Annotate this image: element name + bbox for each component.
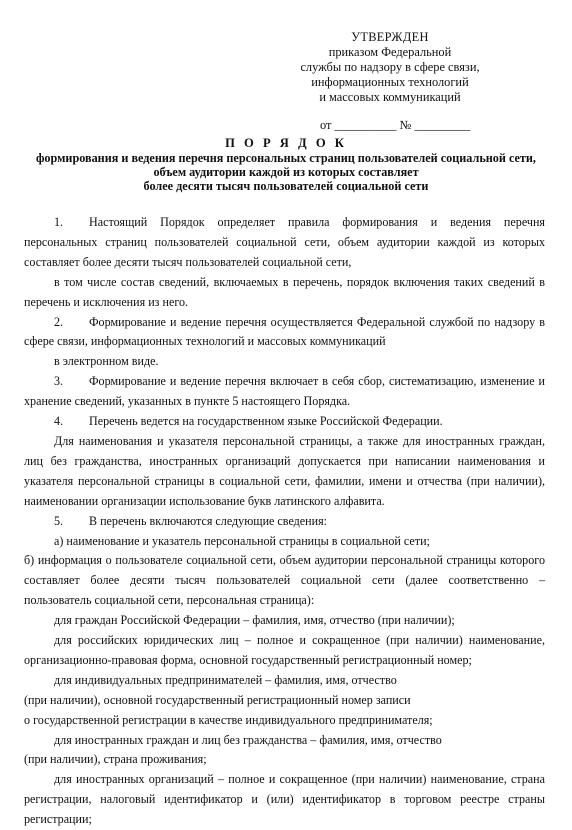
title-heading: П О Р Я Д О К <box>225 136 347 150</box>
subitem-entrepreneurs-line: для индивидуальных предпринимателей – фамилия, имя, отчество <box>54 672 397 687</box>
document-body <box>24 213 545 830</box>
paragraph-number: 1. <box>54 215 64 229</box>
subitem-entrepreneurs-line: о государственной регистрации в качестве индивидуального предпринимателя; <box>24 712 433 727</box>
subitem-foreigners-line: для иностранных граждан и лиц без гражданства – фамилия, имя, отчество <box>54 732 442 747</box>
approval-line: службы по надзору в сфере связи, <box>300 60 480 74</box>
paragraph-2-continuation: в электронном виде. <box>54 354 159 369</box>
title-line: более десяти тысяч пользователей социальной сети <box>143 179 429 193</box>
paragraph-text: Формирование и ведение перечня включает в себя сбор, систематизацию, изменение и хранение сведений, указанных в пункте 5 настоящего Порядка. <box>24 374 545 409</box>
approval-date-number: от __________ № _________ <box>320 118 471 132</box>
subitem-entrepreneurs-line: (при наличии), основной государственный регистрационный номер записи <box>24 692 411 707</box>
subitem-foreign-organizations: для иностранных организаций – полное и сокращенное (при наличии) наименование, страна регистрации, налоговый идентификатор и (или) идентификатор в торговом реестре страны регистрации; <box>24 772 545 827</box>
paragraph-4-extra: Для наименования и указателя персональной страницы, а также для иностранных граждан, лиц без гражданства, иностранных организаций допускается при написании наименования и указателя персональной страницы в социальной сети, фамилии, имени и отчества (при наличии), наименовании организации использование букв латинского алфавита. <box>24 433 545 508</box>
subitem-legal-entities: для российских юридических лиц – полное и сокращенное (при наличии) наименование, организационно-правовая форма, основной государственный регистрационный номер; <box>24 633 545 667</box>
paragraph-number: 3. <box>54 374 64 389</box>
document-title <box>0 136 572 193</box>
paragraph-text: Формирование и ведение перечня осуществляется Федеральной службой по надзору в сфере связи, информационных технологий и массовых коммуникаций <box>24 314 545 349</box>
approval-line: и массовых коммуникаций <box>319 90 461 104</box>
subitem-citizens: для граждан Российской Федерации – фамилия, имя, отчество (при наличии); <box>54 613 455 628</box>
title-line: формирования и ведения перечня персональных страниц пользователей социальной сети, <box>36 151 536 165</box>
paragraph-1-continuation: в том числе состав сведений, включаемых в перечень, порядок включения таких сведений в перечень и исключения из него. <box>24 274 545 309</box>
paragraph-text: Перечень ведется на государственном языке Российской Федерации. <box>89 414 443 429</box>
item-a: а) наименование и указатель персональной страницы в социальной сети; <box>54 533 430 548</box>
paragraph-text: В перечень включаются следующие сведения: <box>89 513 328 528</box>
paragraph-1 <box>24 213 545 273</box>
subitem-foreigners-line: (при наличии), страна проживания; <box>24 752 207 767</box>
paragraph-text: Настоящий Порядок определяет правила формирования и ведения перечня персональных страниц пользователей социальной сети, объем аудитории каждой из которых составляет более десяти тысяч пользователей социальной сети, <box>24 215 545 269</box>
paragraph-number: 5. <box>54 513 64 528</box>
paragraph-3 <box>24 372 545 412</box>
approval-line: информационных технологий <box>311 75 469 89</box>
paragraph-2 <box>24 313 545 353</box>
approval-stamp <box>300 30 480 133</box>
paragraph-number: 2. <box>54 314 64 329</box>
paragraph-5 <box>24 512 545 532</box>
title-line: объем аудитории каждой из которых составляет <box>153 165 419 179</box>
item-b: б) информация о пользователе социальной сети, объем аудитории персональной страницы которого составляет более десяти тысяч пользователей социальной сети (далее соответственно – пользователь социальной сети, персональная страница): <box>24 553 545 608</box>
approval-heading: УТВЕРЖДЕН <box>351 30 429 44</box>
paragraph-4 <box>24 412 545 432</box>
approval-line: приказом Федеральной <box>328 45 452 59</box>
paragraph-number: 4. <box>54 414 64 429</box>
